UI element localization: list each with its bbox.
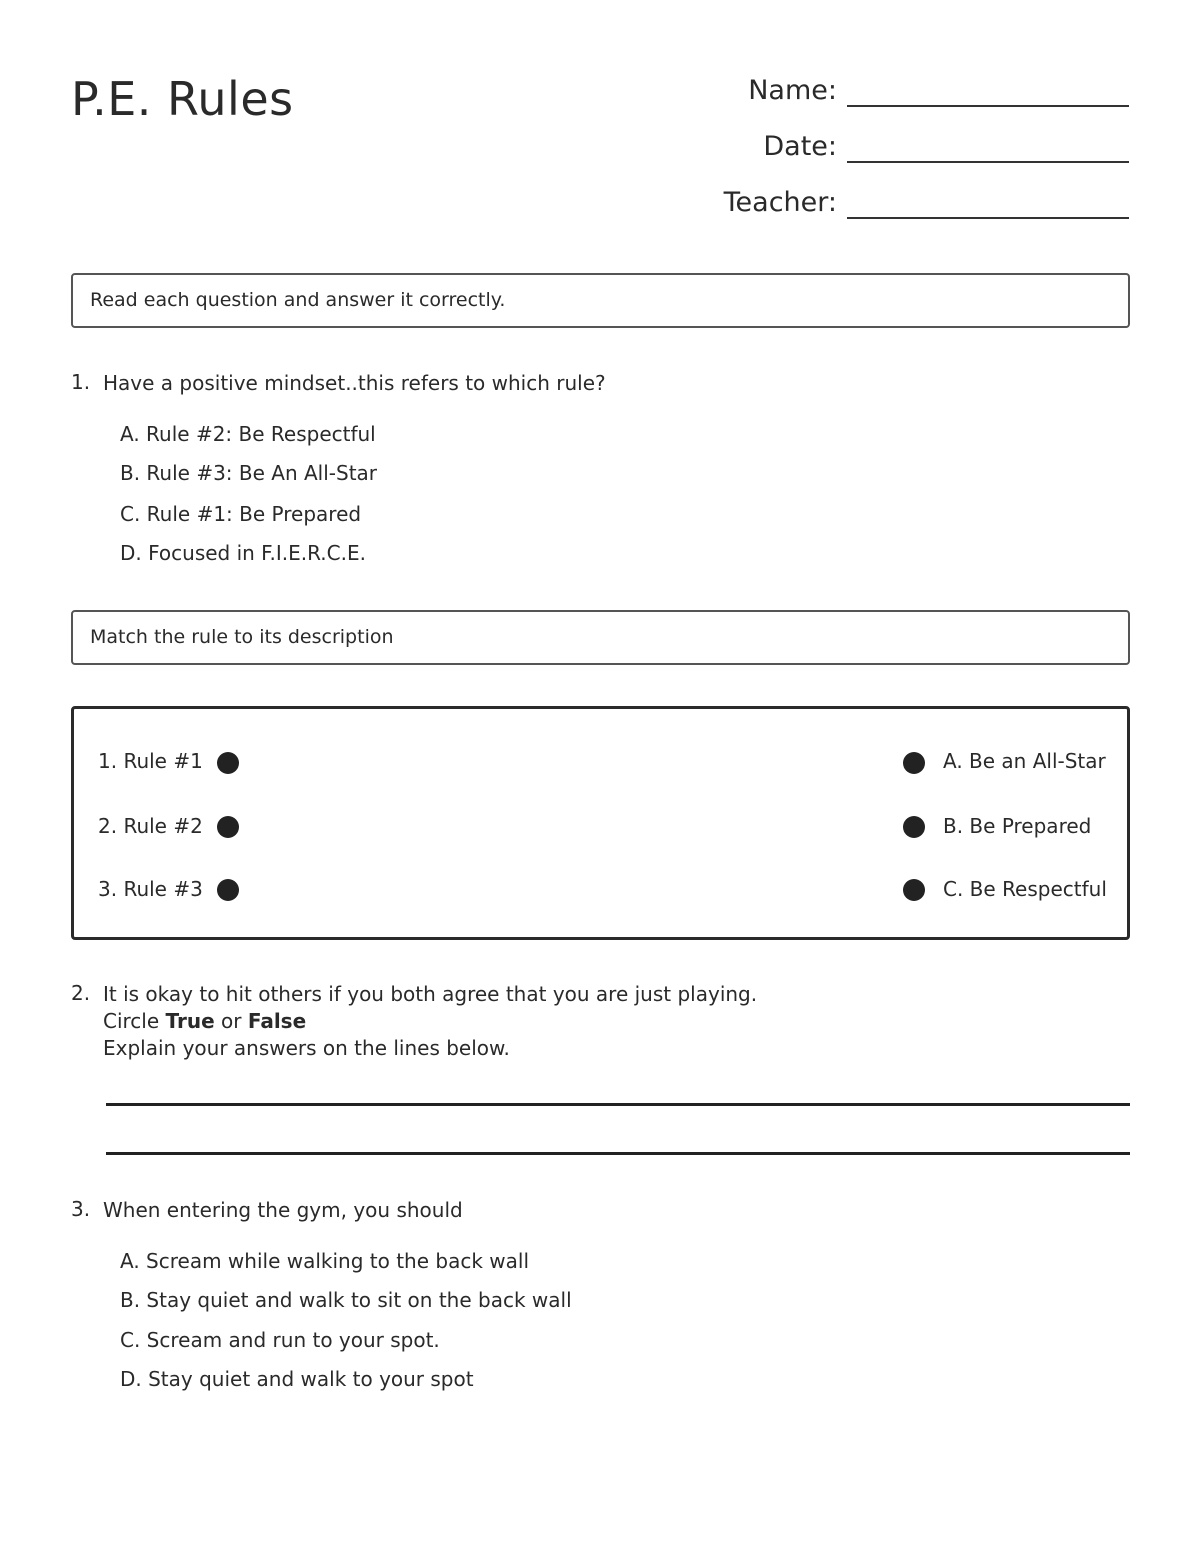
match-left-dot[interactable] [217,752,239,774]
name-field[interactable] [609,72,1129,116]
match-left-dot[interactable] [217,879,239,901]
match-left-dot[interactable] [217,816,239,838]
question-text: When entering the gym, you should [103,1198,463,1222]
name-line[interactable] [847,105,1129,107]
false-option[interactable]: False [247,1009,307,1033]
explain-instruction: Explain your answers on the lines below. [103,1036,510,1060]
q1-option-c[interactable]: C. Rule #1: Be Prepared [120,502,362,526]
q1-option-a[interactable]: A. Rule #2: Be Respectful [120,422,376,446]
name-label: Name: [748,75,837,106]
instruction-box: Read each question and answer it correctly. [71,273,1130,328]
q3-option-c[interactable]: C. Scream and run to your spot. [120,1328,440,1352]
teacher-field[interactable] [609,184,1129,228]
date-line[interactable] [847,161,1129,163]
question-number: 1. [71,370,91,394]
match-right-dot[interactable] [903,752,925,774]
date-label: Date: [763,131,837,162]
match-right-item: C. Be Respectful [943,877,1107,901]
question-text [103,981,757,1062]
question-number: 3. [71,1197,91,1221]
date-field[interactable] [609,128,1129,172]
circle-word: Circle [103,1009,160,1033]
match-left-item: 1. Rule #1 [98,749,203,773]
true-option[interactable]: True [165,1009,215,1033]
q3-option-d[interactable]: D. Stay quiet and walk to your spot [120,1367,474,1391]
match-left-item: 2. Rule #2 [98,814,203,838]
teacher-line[interactable] [847,217,1129,219]
question-number: 2. [71,981,91,1005]
question-line: It is okay to hit others if you both agree that you are just playing. [103,982,758,1006]
answer-line[interactable] [106,1103,1130,1106]
circle-instruction [103,1008,757,1035]
q1-option-b[interactable]: B. Rule #3: Be An All-Star [120,461,378,485]
match-instruction-box: Match the rule to its description [71,610,1130,665]
match-right-item: A. Be an All-Star [943,749,1106,773]
q3-option-a[interactable]: A. Scream while walking to the back wall [120,1249,529,1273]
matching-box [71,706,1130,940]
match-right-item: B. Be Prepared [943,814,1092,838]
question-text: Have a positive mindset..this refers to which rule? [103,371,606,395]
match-right-dot[interactable] [903,816,925,838]
match-right-dot[interactable] [903,879,925,901]
match-left-item: 3. Rule #3 [98,877,203,901]
page-title: P.E. Rules [71,72,294,126]
q1-option-d[interactable]: D. Focused in F.I.E.R.C.E. [120,541,366,565]
q3-option-b[interactable]: B. Stay quiet and walk to sit on the back wall [120,1288,572,1312]
or-word: or [221,1009,242,1033]
teacher-label: Teacher: [723,187,837,218]
answer-line[interactable] [106,1152,1130,1155]
